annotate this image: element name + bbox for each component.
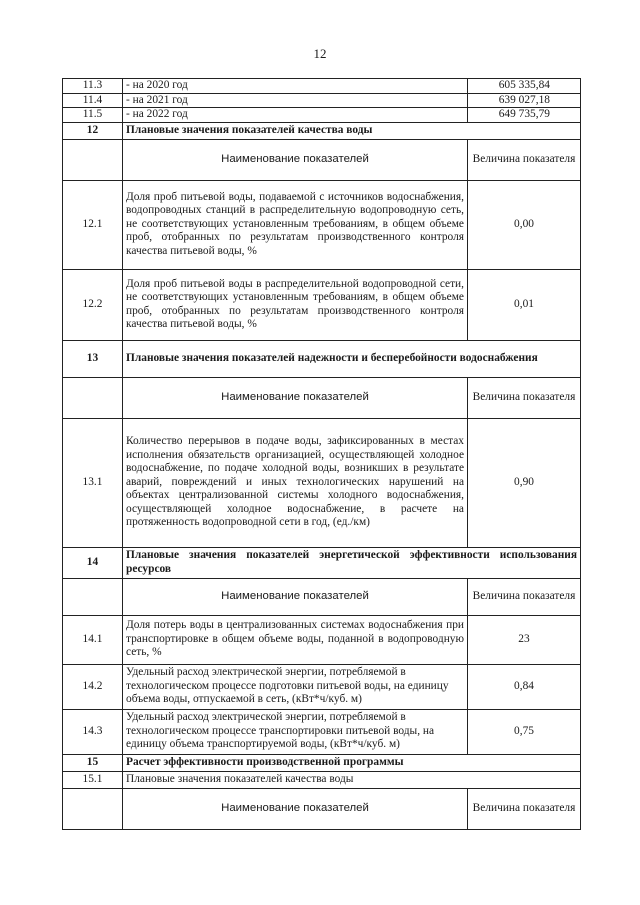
section-title: Плановые значения показателей качества воды <box>123 122 581 139</box>
header-name: Наименование показателей <box>123 377 468 418</box>
row-number: 15.1 <box>63 771 123 788</box>
row-number: 14.2 <box>63 664 123 709</box>
header-row <box>63 578 581 615</box>
row-name: Доля проб питьевой воды, подаваемой с источников водоснабжения, водопроводных станций в распределительную водопроводную сеть, не соответствующих установленным требованиям, в общем объеме проб, отобранных по результатам производственного контроля качества питьевой воды, % <box>123 180 468 269</box>
header-value: Величина показателя <box>468 788 581 829</box>
row-name: Количество перерывов в подаче воды, зафиксированных в местах исполнения обязательств организацией, осуществляющей холодное водоснабжение, по подаче холодной воды, возникших в результате аварий, повреждений и иных технологических нарушений на объектах централизованной системы холодного водоснабжения, осуществляющей холодное водоснабжение, в расчете на протяженность водопроводной сети в год, (ед./км) <box>123 418 468 547</box>
row-name: - на 2021 год <box>123 93 468 108</box>
section-title: Плановые значения показателей надежности и бесперебойности водоснабжения <box>123 340 581 377</box>
row-value: 0,84 <box>468 664 581 709</box>
table-row <box>63 180 581 269</box>
row-value: 639 027,18 <box>468 93 581 108</box>
table-row <box>63 79 581 94</box>
header-value: Величина показателя <box>468 377 581 418</box>
row-value: 605 335,84 <box>468 79 581 94</box>
header-row <box>63 377 581 418</box>
section-number: 15 <box>63 754 123 771</box>
header-name: Наименование показателей <box>123 578 468 615</box>
table-row <box>63 108 581 123</box>
header-blank <box>63 788 123 829</box>
row-value: 0,75 <box>468 709 581 754</box>
section-title: Плановые значения показателей энергетической эффективности использования ресурсов <box>123 547 581 578</box>
row-value: 0,00 <box>468 180 581 269</box>
row-number: 14.3 <box>63 709 123 754</box>
header-value: Величина показателя <box>468 139 581 180</box>
row-number: 12.2 <box>63 269 123 340</box>
row-value: 23 <box>468 615 581 664</box>
row-name: - на 2022 год <box>123 108 468 123</box>
header-name: Наименование показателей <box>123 139 468 180</box>
row-name: Плановые значения показателей качества воды <box>123 771 581 788</box>
row-name: Удельный расход электрической энергии, потребляемой в технологическом процессе транспортировки питьевой воды, на единицу объема транспортируемой воды, (кВт*ч/куб. м) <box>123 709 468 754</box>
row-value: 0,90 <box>468 418 581 547</box>
row-value: 0,01 <box>468 269 581 340</box>
row-name: Удельный расход электрической энергии, потребляемой в технологическом процессе подготовки питьевой воды, на единицу объема воды, отпускаемой в сеть, (кВт*ч/куб. м) <box>123 664 468 709</box>
header-blank <box>63 578 123 615</box>
section-number: 14 <box>63 547 123 578</box>
header-blank <box>63 139 123 180</box>
header-row <box>63 139 581 180</box>
section-row <box>63 547 581 578</box>
row-name: Доля потерь воды в централизованных системах водоснабжения при транспортировке в общем объеме воды, поданной в водопроводную сеть, % <box>123 615 468 664</box>
section-title: Расчет эффективности производственной программы <box>123 754 581 771</box>
table-row <box>63 771 581 788</box>
row-name: Доля проб питьевой воды в распределительной водопроводной сети, не соответствующих установленным требованиям, в общем объеме проб, отобранных по результатам производственного контроля качества питьевой воды, % <box>123 269 468 340</box>
table-row <box>63 664 581 709</box>
section-row <box>63 122 581 139</box>
table-row <box>63 269 581 340</box>
section-row <box>63 754 581 771</box>
header-blank <box>63 377 123 418</box>
row-number: 11.3 <box>63 79 123 94</box>
indicators-table <box>62 78 581 830</box>
table-row <box>63 615 581 664</box>
row-number: 13.1 <box>63 418 123 547</box>
row-number: 11.5 <box>63 108 123 123</box>
header-row <box>63 788 581 829</box>
section-number: 12 <box>63 122 123 139</box>
row-number: 14.1 <box>63 615 123 664</box>
header-name: Наименование показателей <box>123 788 468 829</box>
table-row <box>63 418 581 547</box>
row-number: 11.4 <box>63 93 123 108</box>
table-row <box>63 709 581 754</box>
section-row <box>63 340 581 377</box>
row-number: 12.1 <box>63 180 123 269</box>
header-value: Величина показателя <box>468 578 581 615</box>
row-name: - на 2020 год <box>123 79 468 94</box>
row-value: 649 735,79 <box>468 108 581 123</box>
page-number: 12 <box>313 46 327 61</box>
section-number: 13 <box>63 340 123 377</box>
table-row <box>63 93 581 108</box>
